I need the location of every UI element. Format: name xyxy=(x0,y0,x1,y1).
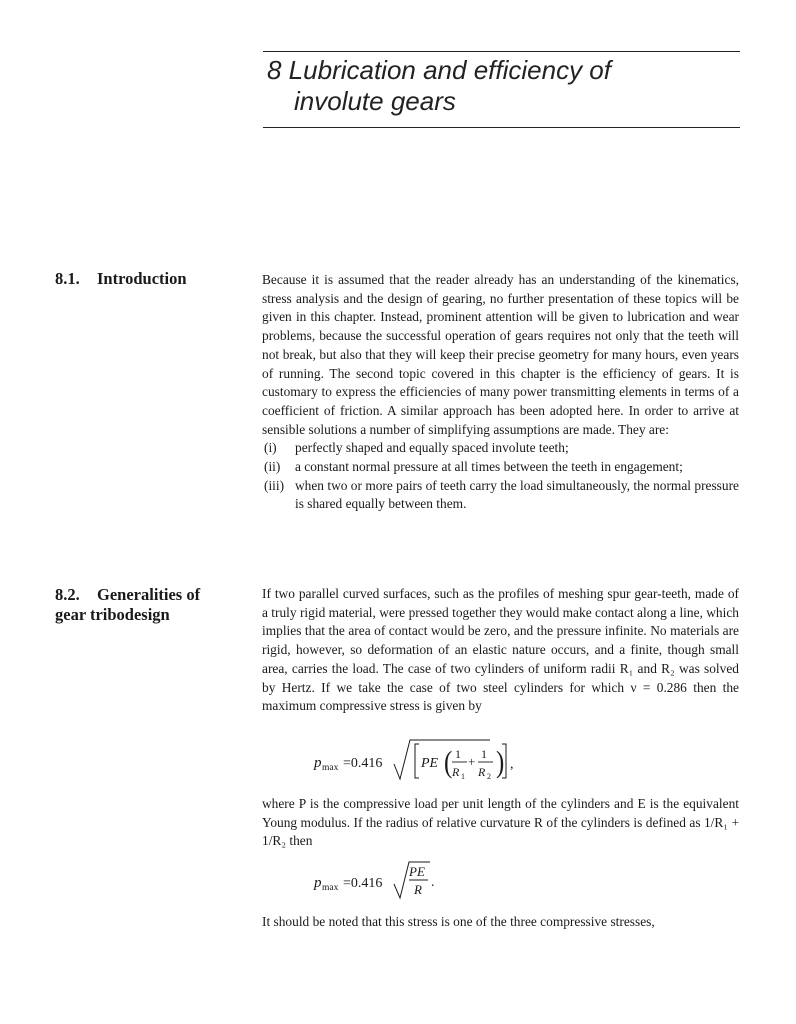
list-item xyxy=(262,458,739,477)
introduction-paragraph: Because it is assumed that the reader already has an understanding of the kinematics, stress analysis and the design of gearing, no further presentation of these topics will be given in this chapter. Instead, prominent attention will be given to lubrication and wear problems, because the successful operation of gears requires not only that the teeth will not break, but also that they will keep their precise geometry for many hours, even years of running. The second topic covered in this chapter is the efficiency of gears. It is customary to express the efficiencies of many power transmitting elements in terms of a coefficient of friction. A similar approach has been adopted here. In order to arrive at sensible solutions a number of simplifying assumptions are made. They are: xyxy=(262,272,739,437)
formula-p: p xyxy=(314,875,322,891)
formula-p: p xyxy=(314,755,322,771)
paren-right: ) xyxy=(496,745,505,780)
section-title: Introduction xyxy=(97,269,187,288)
formula-PE: PE xyxy=(421,756,439,771)
chapter-title-line2: involute gears xyxy=(294,86,456,116)
section-number: 8.1. xyxy=(55,269,80,288)
generalities-paragraph-1: If two parallel curved surfaces, such as the profiles of meshing spur gear-teeth, made of a truly rigid material, were pressed together they would make contact along a line, which implies that the area of contact would be zero, and the pressure infinite. No materials are rigid, however, so deformation of an elastic nature occurs, and a finite, though small area, carries the load. The case of two cylinders of uniform radii R₁ and R₂ was solved by Hertz. If we take the case of two steel cylinders for which ν = 0.286 then the maximum compressive stress is given by xyxy=(262,586,739,714)
generalities-paragraph-3: It should be noted that this stress is one of the three compressive stresses, xyxy=(262,914,655,929)
sqrt-radical xyxy=(394,740,490,779)
fraction-numerator: 1 xyxy=(481,747,487,761)
list-item-text: perfectly shaped and equally spaced involute teeth; xyxy=(295,440,569,456)
list-item-text: when two or more pairs of teeth carry the load simultaneously, the normal pressure is shared equally between them. xyxy=(295,477,739,512)
formula-comma: , xyxy=(510,757,514,772)
generalities-paragraph-2: where P is the compressive load per unit length of the cylinders and E is the equivalent Young modulus. If the radius of relative curvature R of the cylinders is defined as 1/R₁ + 1/R₂ then xyxy=(262,796,739,849)
list-item-label: (ii) xyxy=(264,459,281,475)
section-title-line2: gear tribodesign xyxy=(55,605,170,624)
section-heading-generalities xyxy=(55,585,245,625)
fraction-denominator-R: R xyxy=(452,765,460,779)
fraction-denominator-R: R xyxy=(478,765,486,779)
introduction-body xyxy=(262,271,739,514)
list-item-label: (iii) xyxy=(264,477,285,493)
list-item xyxy=(262,439,739,458)
chapter-title-line1: 8 Lubrication and efficiency of xyxy=(267,55,611,85)
list-item xyxy=(262,477,739,514)
section-heading-introduction xyxy=(55,269,245,289)
chapter-title xyxy=(267,55,737,117)
paren-left: ( xyxy=(444,745,453,780)
fraction-denominator-R: R xyxy=(414,882,422,897)
list-item-text: a constant normal pressure at all times between the teeth in engagement; xyxy=(295,459,683,475)
fraction-numerator-PE: PE xyxy=(409,864,425,879)
formula-coefficient: =0.416 xyxy=(343,876,383,891)
subscript-1: 1 xyxy=(461,772,465,781)
section-number: 8.2. xyxy=(55,585,80,604)
bracket-left xyxy=(415,744,419,778)
formula-subscript-max: max xyxy=(322,763,339,773)
header-rule-bottom xyxy=(263,127,740,128)
list-item-label: (i) xyxy=(264,440,277,456)
formula-period: . xyxy=(431,875,435,890)
hertz-formula-full xyxy=(310,738,610,782)
formula-coefficient: =0.416 xyxy=(343,756,383,771)
subscript-2: 2 xyxy=(487,772,491,781)
header-rule-top xyxy=(263,51,740,52)
plus-sign: + xyxy=(468,754,476,769)
formula-subscript-max: max xyxy=(322,883,339,893)
hertz-formula-reduced xyxy=(310,860,510,900)
section-title-line1: Generalities of xyxy=(97,585,201,604)
fraction-numerator: 1 xyxy=(455,747,461,761)
